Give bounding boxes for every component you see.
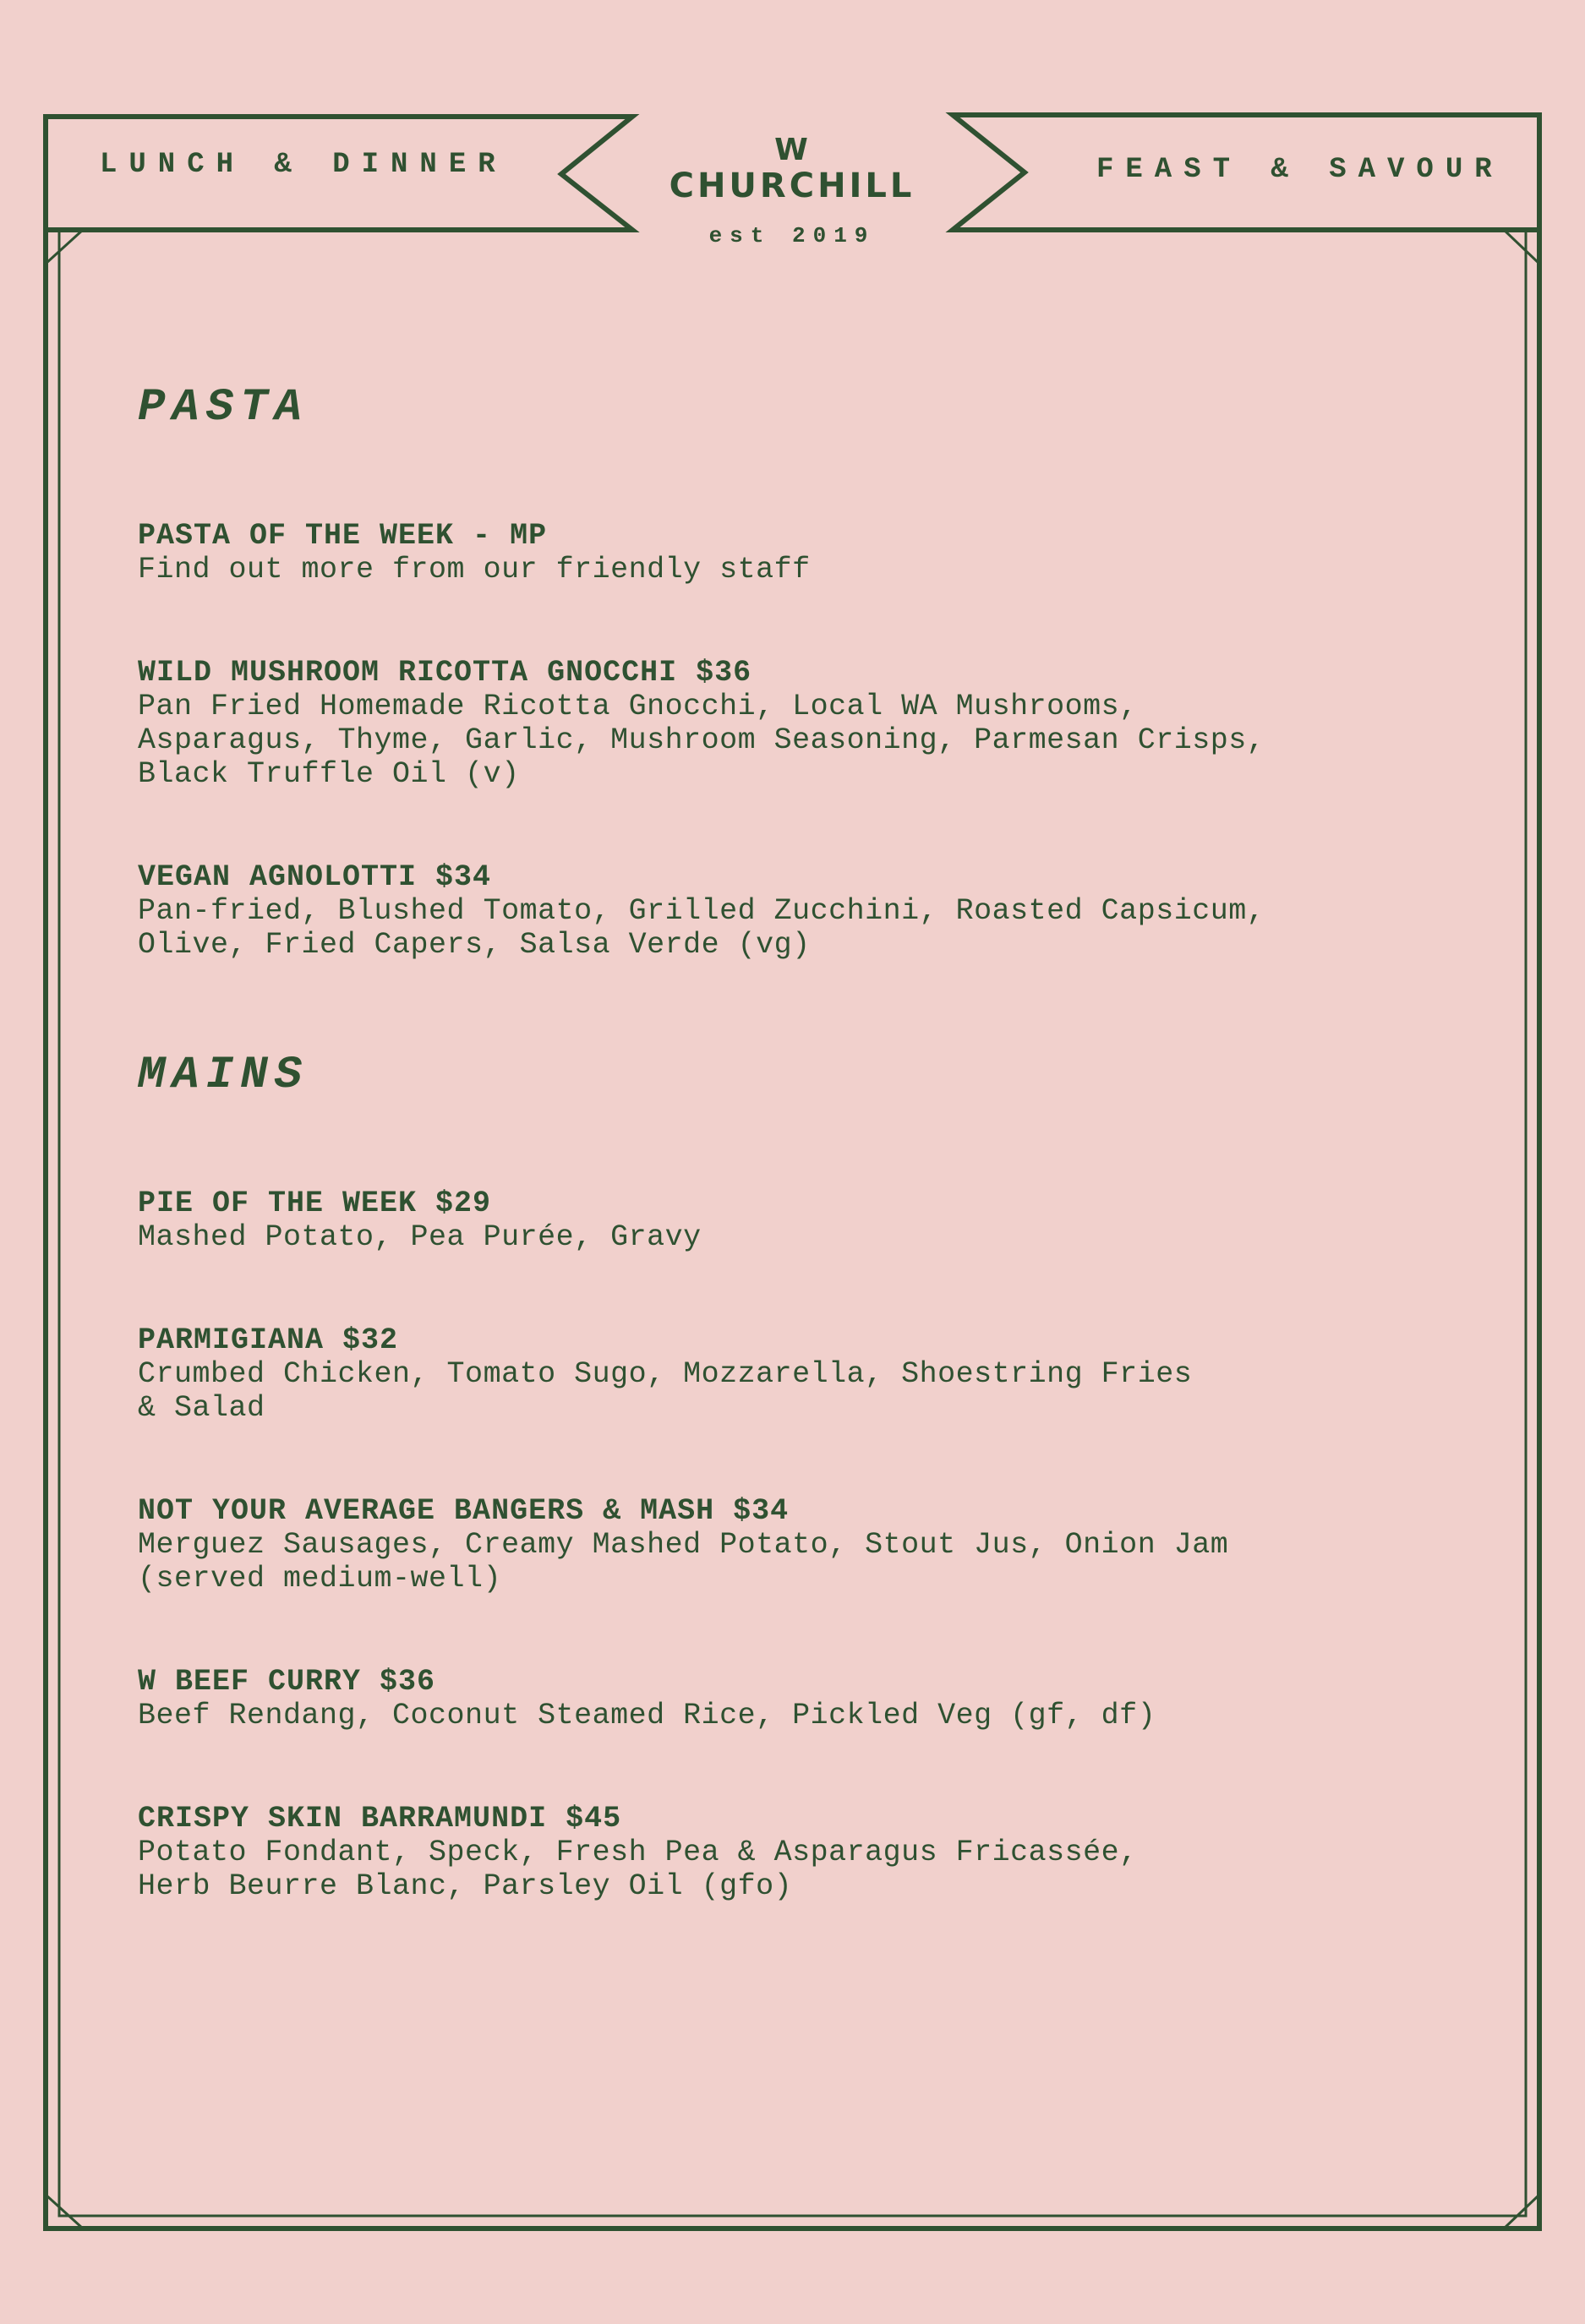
item-name: CRISPY SKIN BARRAMUNDI $45 bbox=[138, 1802, 622, 1836]
item-description: Merguez Sausages, Creamy Mashed Potato, Stout Jus, Onion Jam (served medium-well) bbox=[138, 1528, 1229, 1596]
logo bbox=[623, 134, 961, 248]
item-name: PIE OF THE WEEK $29 bbox=[138, 1187, 492, 1220]
menu-item bbox=[138, 656, 1457, 791]
menu-item bbox=[138, 1323, 1457, 1425]
logo-est: est 2019 bbox=[708, 223, 876, 248]
item-list bbox=[138, 1187, 1457, 1903]
item-name: VEGAN AGNOLOTTI $34 bbox=[138, 860, 492, 894]
banner-right-label: FEAST & SAVOUR bbox=[1096, 154, 1504, 186]
item-name: PARMIGIANA $32 bbox=[138, 1323, 399, 1357]
menu-item bbox=[138, 860, 1457, 962]
section-mains bbox=[138, 1038, 1457, 1903]
section-pasta bbox=[138, 370, 1457, 962]
item-description: Pan-fried, Blushed Tomato, Grilled Zucchini, Roasted Capsicum, Olive, Fried Capers, Salsa Verde (vg) bbox=[138, 894, 1265, 962]
menu-item bbox=[138, 1187, 1457, 1254]
item-description: Potato Fondant, Speck, Fresh Pea & Asparagus Fricassée, Herb Beurre Blanc, Parsley Oil (gfo) bbox=[138, 1836, 1138, 1903]
item-description: Beef Rendang, Coconut Steamed Rice, Pickled Veg (gf, df) bbox=[138, 1699, 1156, 1732]
item-description: Mashed Potato, Pea Purée, Gravy bbox=[138, 1220, 702, 1254]
menu-item bbox=[138, 1802, 1457, 1903]
menu-content bbox=[138, 363, 1457, 1903]
logo-initial: W bbox=[774, 133, 810, 167]
item-description: Find out more from our friendly staff bbox=[138, 553, 811, 586]
item-name: WILD MUSHROOM RICOTTA GNOCCHI $36 bbox=[138, 656, 752, 690]
item-name: PASTA OF THE WEEK - MP bbox=[138, 519, 548, 553]
item-description: Pan Fried Homemade Ricotta Gnocchi, Local WA Mushrooms, Asparagus, Thyme, Garlic, Mushroom Seasoning, Parmesan Crisps, Black Truffle Oil (v) bbox=[138, 690, 1265, 791]
item-list bbox=[138, 519, 1457, 962]
menu-item bbox=[138, 1665, 1457, 1732]
banner-left-label: LUNCH & DINNER bbox=[100, 149, 507, 181]
item-name: W BEEF CURRY $36 bbox=[138, 1665, 436, 1699]
section-title: MAINS bbox=[138, 1050, 309, 1101]
item-description: Crumbed Chicken, Tomato Sugo, Mozzarella, Shoestring Fries & Salad bbox=[138, 1357, 1193, 1425]
section-title: PASTA bbox=[138, 382, 309, 434]
logo-name: CHURCHILL bbox=[669, 166, 915, 205]
menu-item bbox=[138, 519, 1457, 586]
menu-item bbox=[138, 1494, 1457, 1596]
item-name: NOT YOUR AVERAGE BANGERS & MASH $34 bbox=[138, 1494, 790, 1528]
